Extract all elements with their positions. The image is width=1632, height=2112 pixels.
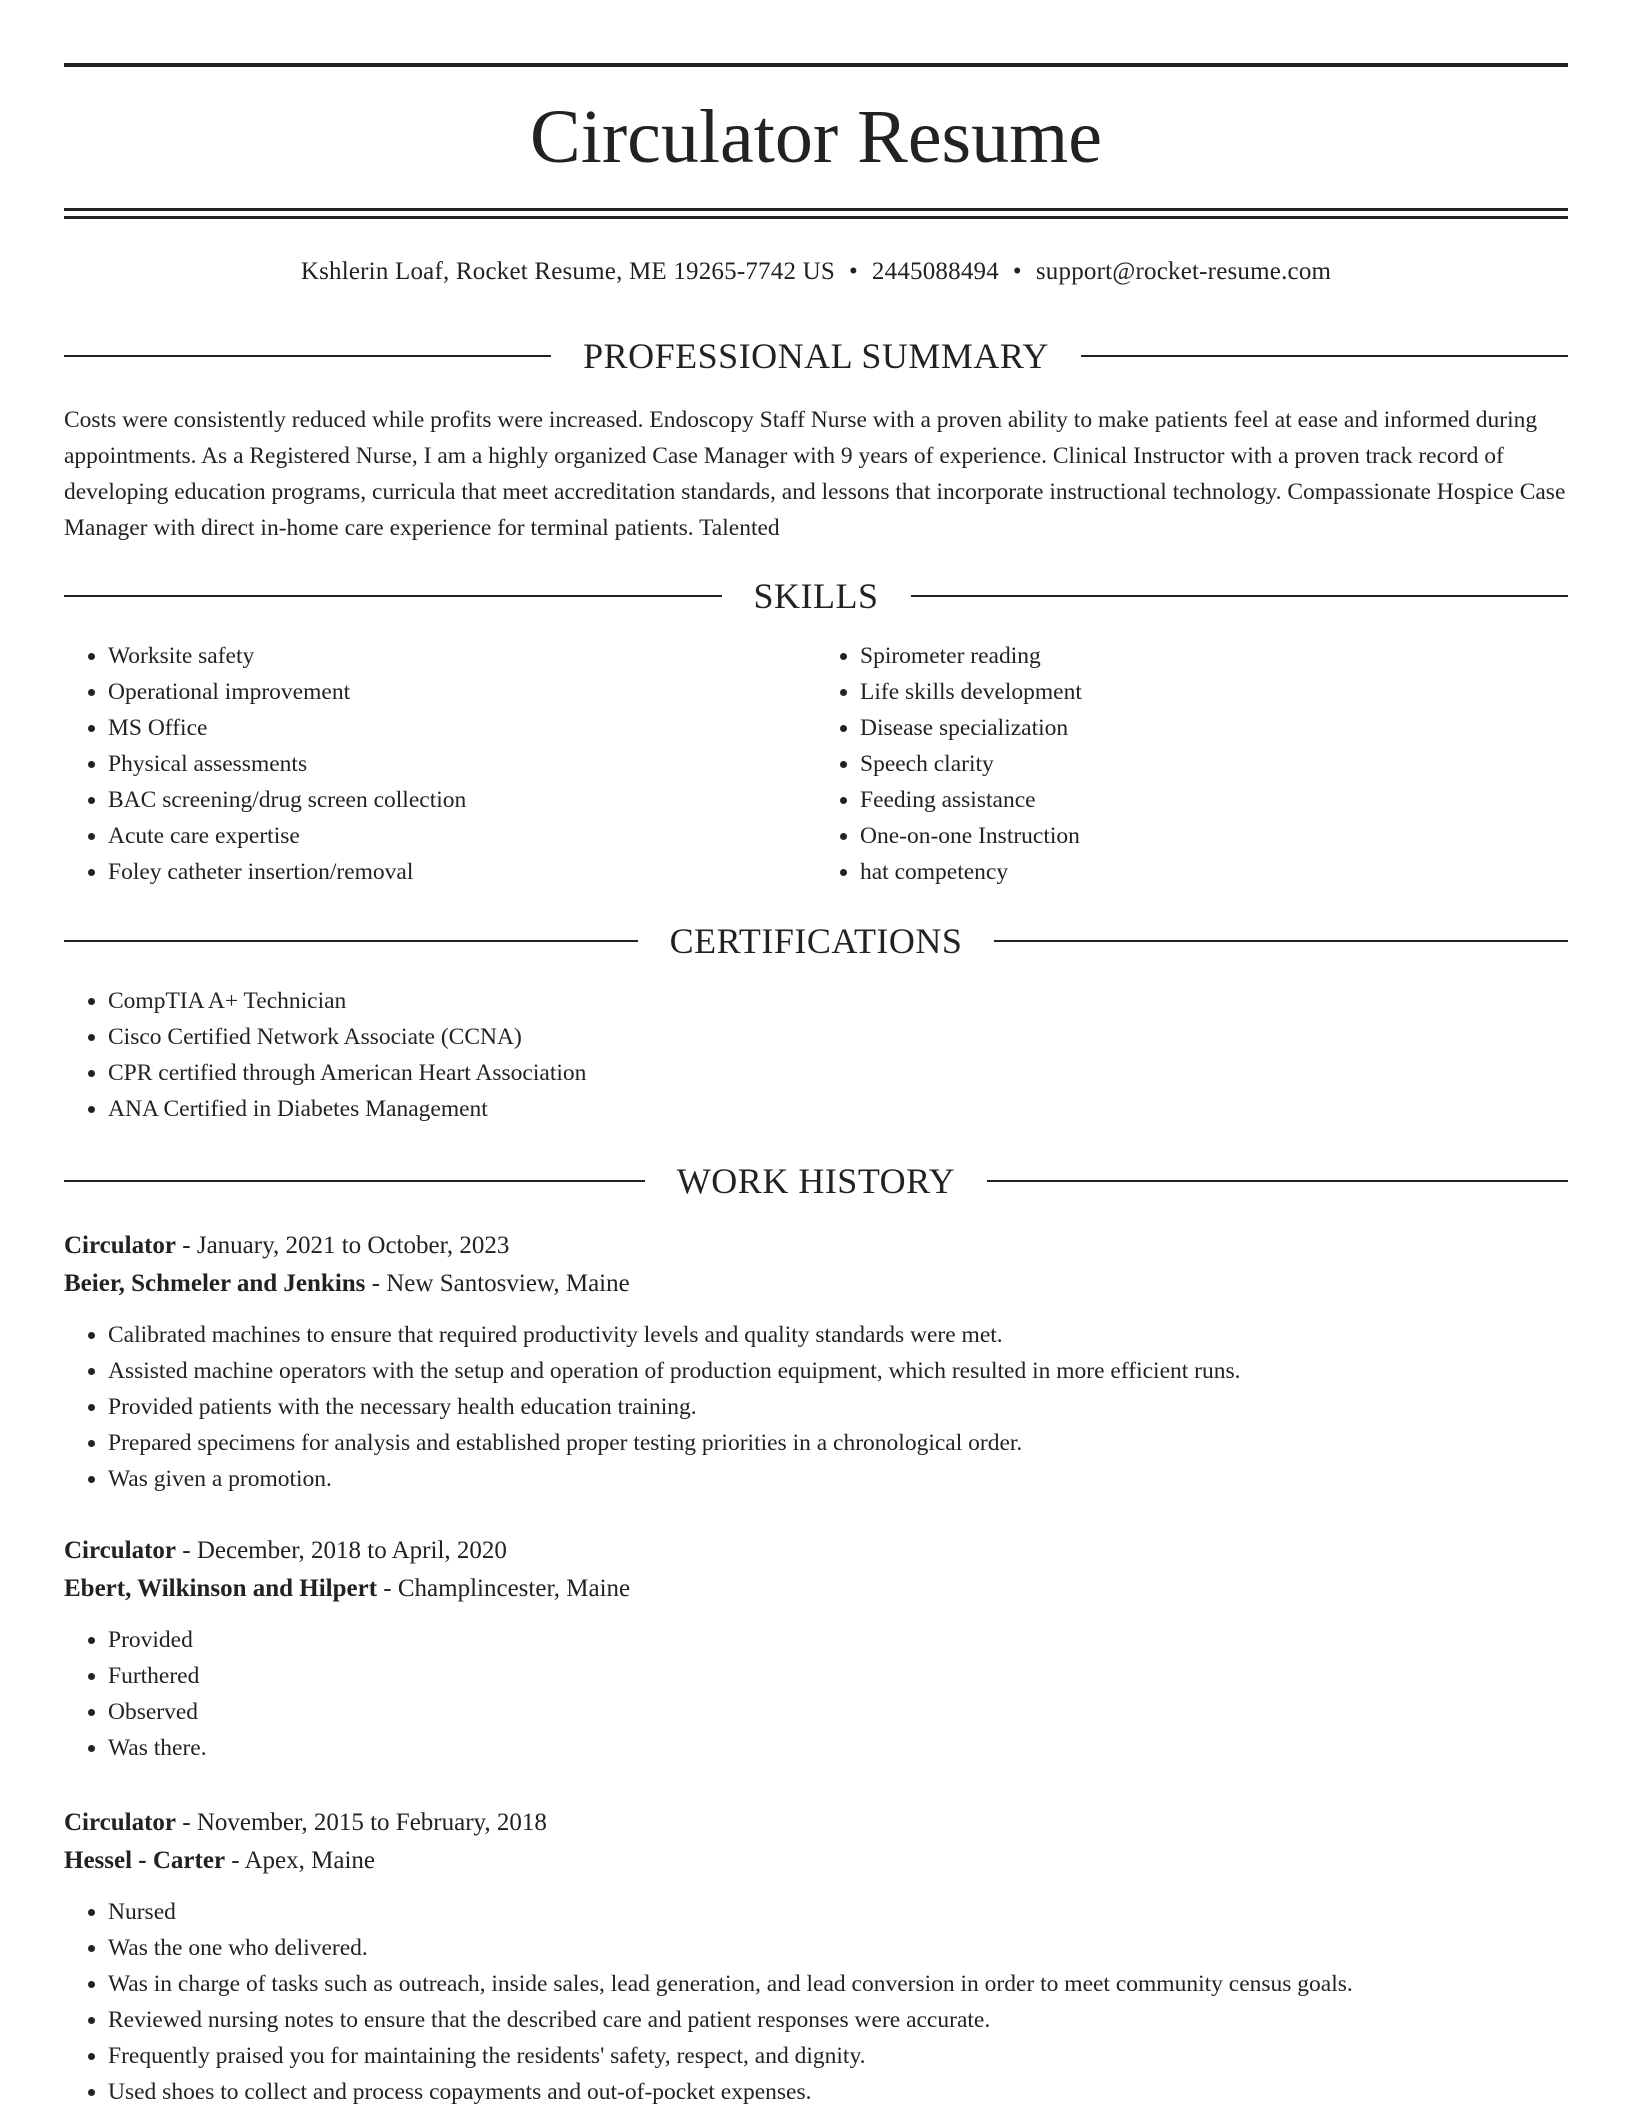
job-entry bbox=[64, 1227, 1568, 1497]
job-title-line bbox=[64, 1227, 1568, 1265]
skill-item: • Worksite safety bbox=[108, 638, 816, 674]
job-bullet: • Prepared specimens for analysis and established proper testing priorities in a chronological order. bbox=[108, 1425, 1568, 1461]
work-history-section bbox=[64, 1159, 1568, 1203]
skill-item: • Speech clarity bbox=[860, 746, 1568, 782]
job-title-line bbox=[64, 1532, 1568, 1570]
job-bullet: • Nursed bbox=[108, 1894, 1568, 1930]
heading-rule bbox=[64, 355, 551, 357]
skills-section bbox=[64, 574, 1568, 890]
job-entry bbox=[64, 1532, 1568, 1766]
skills-columns bbox=[64, 638, 1568, 890]
job-employer: Ebert, Wilkinson and Hilpert bbox=[64, 1575, 378, 1602]
skill-item: • Spirometer reading bbox=[860, 638, 1568, 674]
section-heading bbox=[64, 919, 1568, 963]
skill-item: • Physical assessments bbox=[108, 746, 816, 782]
certification-item: • Cisco Certified Network Associate (CCNA) bbox=[108, 1019, 1568, 1055]
job-title: Circulator bbox=[64, 1537, 177, 1564]
certifications-list bbox=[64, 983, 1568, 1127]
job-title: Circulator bbox=[64, 1232, 177, 1259]
skills-list-right bbox=[816, 638, 1568, 890]
job-location: - New Santosview, Maine bbox=[365, 1270, 630, 1297]
heading-rule bbox=[64, 595, 722, 597]
job-title: Circulator bbox=[64, 1809, 177, 1836]
job-bullet: • Observed bbox=[108, 1694, 1568, 1730]
summary-text: Costs were consistently reduced while profits were increased. Endoscopy Staff Nurse with a proven ability to make patients feel at ease and informed during appointments. As a Registered Nurse, I am a highly organized Case Manager with 9 years of experience. Clinical Instructor with a proven track record of developing education programs, curricula that meet accreditation standards, and lessons that incorporate instructional technology. Compassionate Hospice Case Manager with direct in-home care experience for terminal patients. Talented bbox=[64, 407, 1566, 541]
job-title-line bbox=[64, 1804, 1568, 1842]
skill-item: • hat competency bbox=[860, 854, 1568, 890]
skill-item: • Acute care expertise bbox=[108, 818, 816, 854]
job-employer-line bbox=[64, 1842, 1568, 1880]
job-bullet: • Was there. bbox=[108, 1730, 1568, 1766]
job-bullets bbox=[64, 1317, 1568, 1497]
job-bullet: • Furthered bbox=[108, 1658, 1568, 1694]
job-location: - Apex, Maine bbox=[225, 1847, 376, 1874]
job-bullet: • Assisted machine operators with the setup and operation of production equipment, which resulted in more efficient runs. bbox=[108, 1353, 1568, 1389]
skills-heading: SKILLS bbox=[753, 576, 879, 616]
job-entry bbox=[64, 1804, 1568, 2110]
skill-item: • Feeding assistance bbox=[860, 782, 1568, 818]
heading-rule bbox=[994, 940, 1568, 942]
title-rule-upper bbox=[64, 208, 1568, 211]
contact-separator: • bbox=[848, 258, 858, 285]
contact-phone: 2445088494 bbox=[871, 258, 999, 285]
job-employer: Beier, Schmeler and Jenkins bbox=[64, 1270, 366, 1297]
skills-list-left bbox=[64, 638, 816, 890]
job-bullets bbox=[64, 1894, 1568, 2110]
skill-item: • MS Office bbox=[108, 710, 816, 746]
skill-item: • Disease specialization bbox=[860, 710, 1568, 746]
job-bullet: • Was given a promotion. bbox=[108, 1461, 1568, 1497]
summary-section bbox=[64, 334, 1568, 546]
page-title: Circulator Resume bbox=[530, 95, 1102, 179]
heading-rule bbox=[64, 1180, 645, 1182]
skill-item: • Foley catheter insertion/removal bbox=[108, 854, 816, 890]
job-bullet: • Provided patients with the necessary health education training. bbox=[108, 1389, 1568, 1425]
skill-item: • Life skills development bbox=[860, 674, 1568, 710]
job-location: - Champlincester, Maine bbox=[377, 1575, 631, 1602]
certification-item: • CPR certified through American Heart Association bbox=[108, 1055, 1568, 1091]
skill-item: • BAC screening/drug screen collection bbox=[108, 782, 816, 818]
job-bullet: • Provided bbox=[108, 1622, 1568, 1658]
job-bullet: • Calibrated machines to ensure that required productivity levels and quality standards were met. bbox=[108, 1317, 1568, 1353]
job-bullet: • Was the one who delivered. bbox=[108, 1930, 1568, 1966]
skill-item: • Operational improvement bbox=[108, 674, 816, 710]
skill-item: • One-on-one Instruction bbox=[860, 818, 1568, 854]
job-bullet: • Reviewed nursing notes to ensure that the described care and patient responses were accurate. bbox=[108, 2002, 1568, 2038]
heading-rule bbox=[64, 940, 638, 942]
contact-address: Kshlerin Loaf, Rocket Resume, ME 19265-7742 US bbox=[300, 258, 835, 285]
job-dates: - November, 2015 to February, 2018 bbox=[176, 1809, 547, 1836]
top-rule bbox=[64, 63, 1568, 67]
contact-email[interactable]: support@rocket-resume.com bbox=[1035, 258, 1332, 285]
heading-rule bbox=[1081, 355, 1568, 357]
job-bullets bbox=[64, 1622, 1568, 1766]
job-employer-line bbox=[64, 1570, 1568, 1608]
certifications-section bbox=[64, 919, 1568, 1127]
contact-line bbox=[64, 254, 1568, 290]
job-bullet: • Was in charge of tasks such as outreach, inside sales, lead generation, and lead conversion in order to meet community census goals. bbox=[108, 1966, 1568, 2002]
job-bullet: • Frequently praised you for maintaining the residents' safety, respect, and dignity. bbox=[108, 2038, 1568, 2074]
work-history-heading: WORK HISTORY bbox=[676, 1161, 956, 1201]
job-employer-line bbox=[64, 1265, 1568, 1303]
section-heading bbox=[64, 1159, 1568, 1203]
job-dates: - December, 2018 to April, 2020 bbox=[176, 1537, 507, 1564]
job-employer: Hessel - Carter bbox=[64, 1847, 226, 1874]
summary-heading: PROFESSIONAL SUMMARY bbox=[583, 336, 1049, 376]
heading-rule bbox=[987, 1180, 1568, 1182]
certification-item: • CompTIA A+ Technician bbox=[108, 983, 1568, 1019]
job-bullet: • Used shoes to collect and process copayments and out-of-pocket expenses. bbox=[108, 2074, 1568, 2110]
heading-rule bbox=[911, 595, 1569, 597]
contact-separator: • bbox=[1012, 258, 1022, 285]
section-heading bbox=[64, 334, 1568, 378]
title-rule-lower bbox=[64, 216, 1568, 219]
job-dates: - January, 2021 to October, 2023 bbox=[176, 1232, 510, 1259]
certifications-heading: CERTIFICATIONS bbox=[669, 921, 963, 961]
section-heading bbox=[64, 574, 1568, 618]
certification-item: • ANA Certified in Diabetes Management bbox=[108, 1091, 1568, 1127]
